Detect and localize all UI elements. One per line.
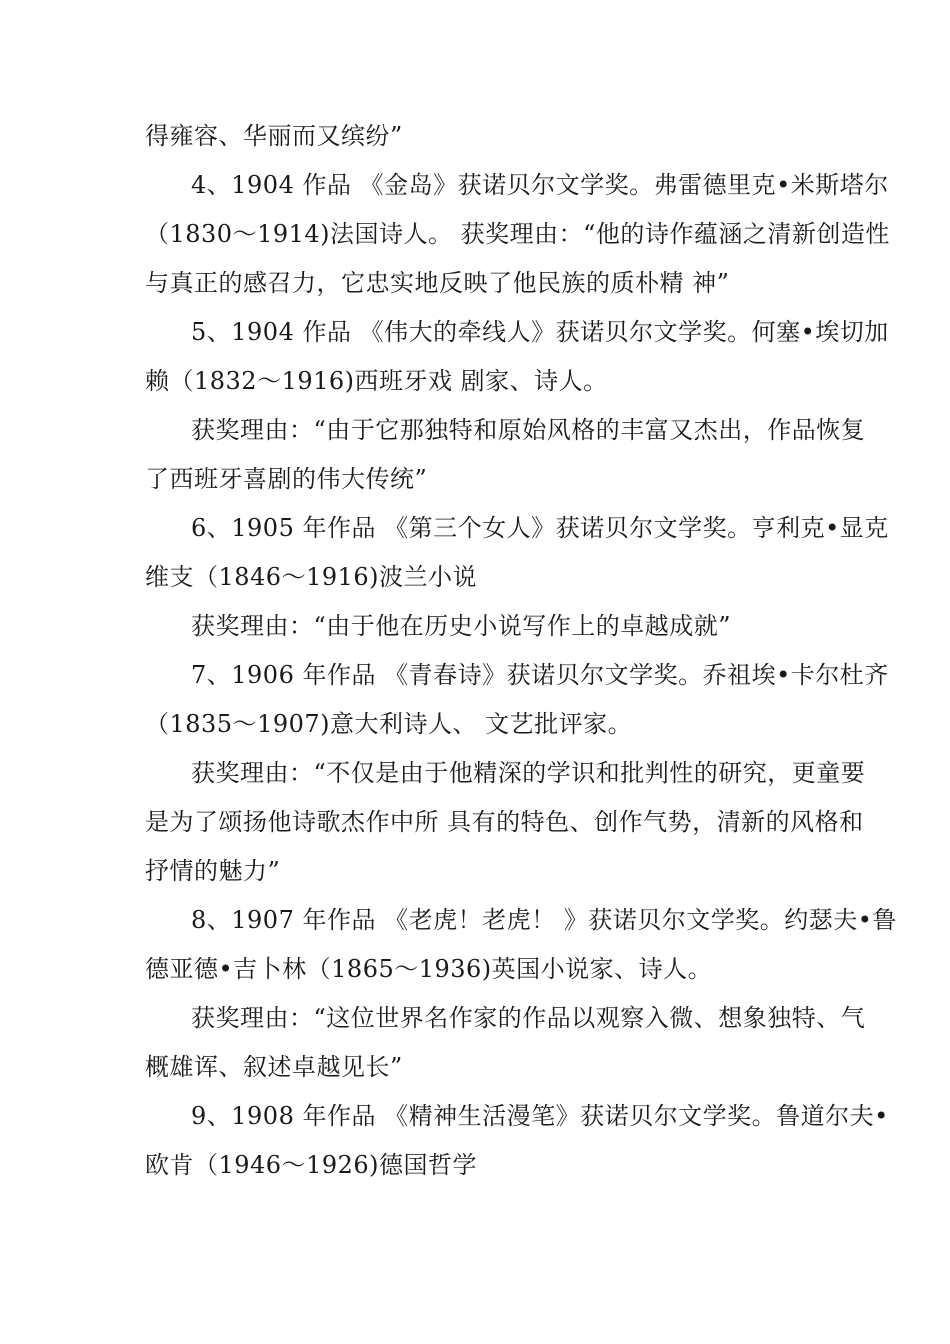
document-body <box>145 112 897 1190</box>
text-line: 9、1908 年作品 《精神生活漫笔》获诺贝尔文学奖。鲁道尔夫• <box>191 1102 889 1130</box>
text-line: （1835～1907)意大利诗人、 文艺批评家。 <box>145 710 633 738</box>
text-line: 是为了颂扬他诗歌杰作中所 具有的特色、创作气势，清新的风格和 <box>145 808 864 836</box>
text-line: 与真正的感召力，它忠实地反映了他民族的质朴精 神” <box>145 269 730 297</box>
text-line: （1830～1914)法国诗人。 获奖理由：“他的诗作蕴涵之清新创造性 <box>145 220 890 248</box>
text-line: 4、1904 作品 《金岛》获诺贝尔文学奖。弗雷德里克•米斯塔尔 <box>191 171 889 199</box>
text-line: 6、1905 年作品 《第三个女人》获诺贝尔文学奖。亨利克•显克 <box>191 514 889 542</box>
text-line: 赖（1832～1916)西班牙戏 剧家、诗人。 <box>145 367 608 395</box>
text-line: 5、1904 作品 《伟大的牵线人》获诺贝尔文学奖。何塞•埃切加 <box>191 318 889 346</box>
text-line: 7、1906 年作品 《青春诗》获诺贝尔文学奖。乔祖埃•卡尔杜齐 <box>191 661 889 689</box>
text-line: 德亚德•吉卜林（1865～1936)英国小说家、诗人。 <box>145 955 713 983</box>
text-line: 8、1907 年作品 《老虎！老虎！ 》获诺贝尔文学奖。约瑟夫•鲁 <box>191 906 897 934</box>
text-line: 维支（1846～1916)波兰小说 <box>145 563 478 591</box>
text-line: 获奖理由：“由于它那独特和原始风格的丰富又杰出，作品恢复 <box>191 416 866 444</box>
text-line: 获奖理由：“不仅是由于他精深的学识和批判性的研究，更童要 <box>191 759 866 787</box>
text-line: 获奖理由：“由于他在历史小说写作上的卓越成就” <box>191 612 732 640</box>
text-line: 抒情的魅力” <box>145 857 281 885</box>
text-line: 欧肯（1946～1926)德国哲学 <box>145 1151 478 1179</box>
text-line: 获奖理由：“这位世界名作家的作品以观察入微、想象独特、气 <box>191 1004 866 1032</box>
text-line: 概雄诨、叙述卓越见长” <box>145 1053 403 1081</box>
text-line: 了西班牙喜剧的伟大传统” <box>145 465 428 493</box>
text-line: 得雍容、华丽而又缤纷” <box>145 122 403 150</box>
